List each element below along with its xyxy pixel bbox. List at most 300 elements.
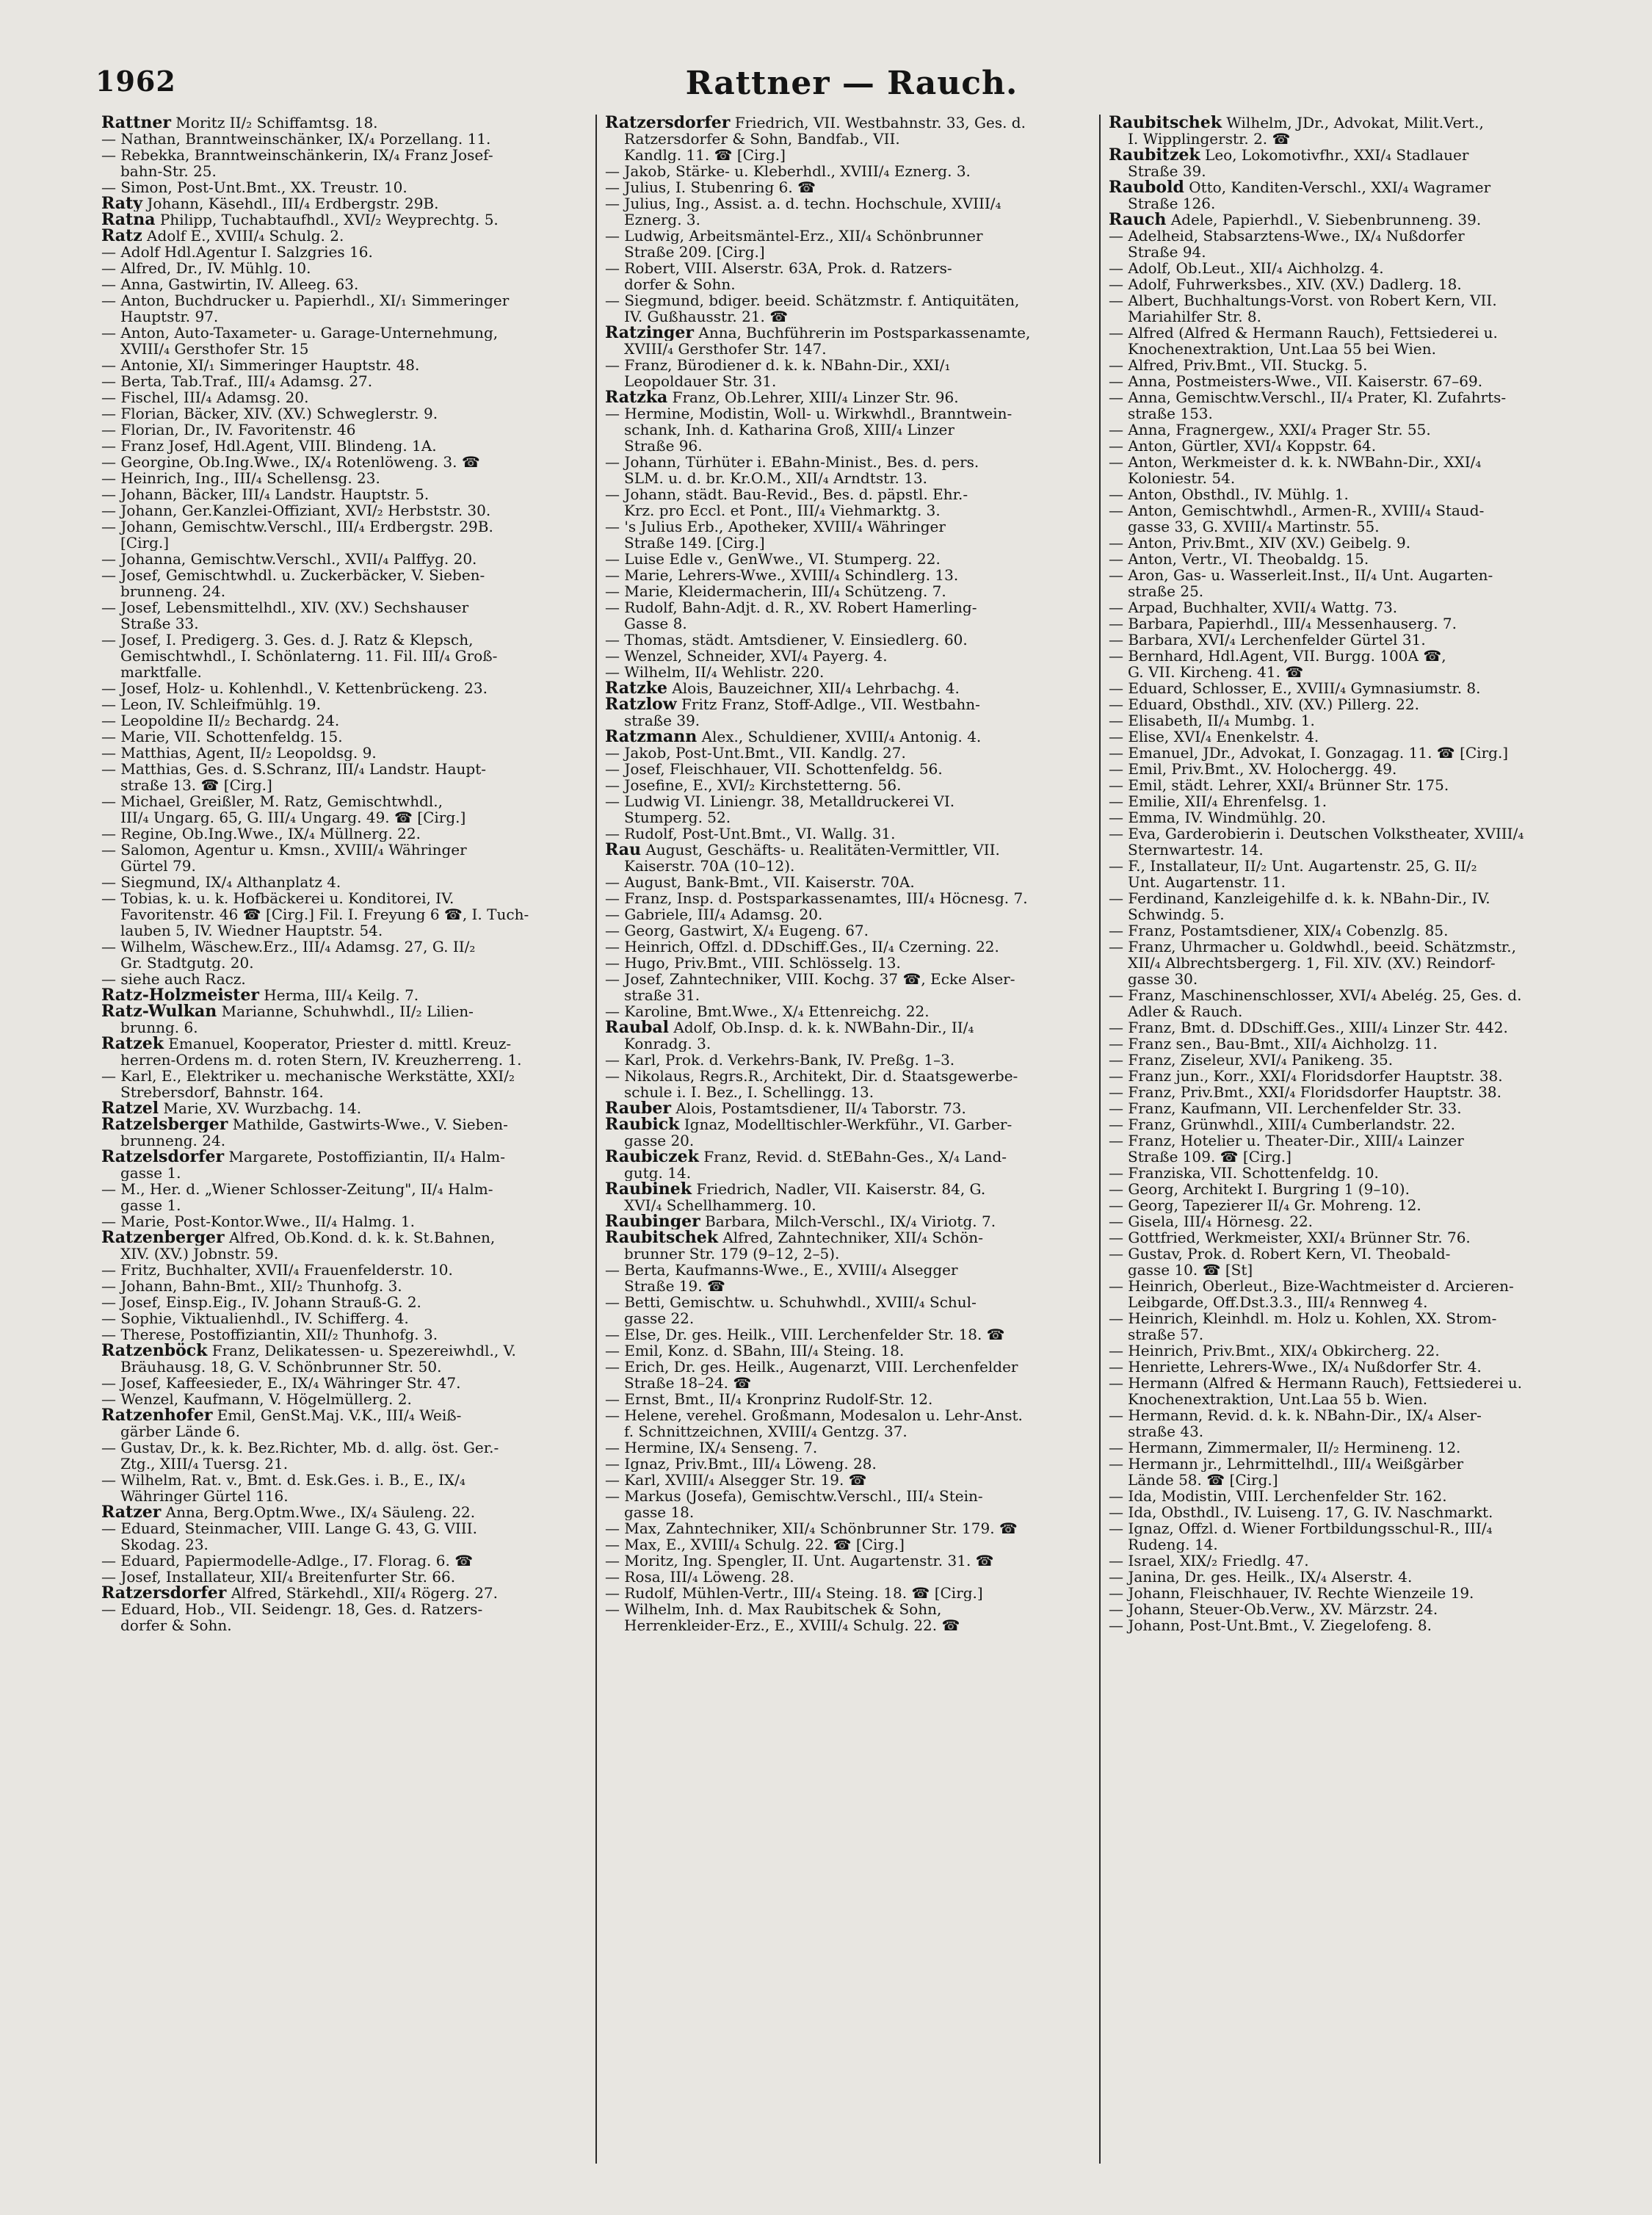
directory-entry	[1109, 809, 1614, 825]
directory-entry	[101, 1391, 586, 1407]
directory-entry	[605, 1601, 1090, 1617]
entry-surname: Rauch	[1109, 212, 1167, 228]
entry-text: brunneng. 24.	[120, 1132, 226, 1149]
directory-entry	[101, 1310, 586, 1326]
directory-entry	[605, 1003, 1090, 1019]
directory-entry	[1109, 1488, 1614, 1504]
directory-entry	[1109, 648, 1614, 664]
entry-text: — Heinrich, Kleinhdl. m. Holz u. Kohlen, XX. Strom-	[1109, 1310, 1497, 1326]
entry-text: — Johann, Ger.Kanzlei-Offiziant, XVI/₂ Herbststr. 30.	[101, 502, 491, 518]
entry-text: Straße 94.	[1128, 244, 1206, 260]
directory-entry	[1109, 1116, 1614, 1132]
directory-entry	[605, 664, 1090, 680]
directory-entry	[1109, 680, 1614, 696]
directory-entry	[1109, 1294, 1614, 1310]
entry-text: — Eva, Garderobierin i. Deutschen Volkstheater, XVIII/₄	[1109, 825, 1524, 842]
entry-text: Herrenkleider-Erz., E., XVIII/₄ Schulg. 22. ☎	[624, 1617, 960, 1633]
entry-text: f. Schnittzeichnen, XVIII/₄ Gentzg. 37.	[624, 1423, 907, 1439]
directory-entry	[605, 163, 1090, 179]
entry-text: — Matthias, Agent, II/₂ Leopoldsg. 9.	[101, 745, 377, 761]
entry-text: XVIII/₄ Gersthofer Str. 147.	[624, 341, 827, 357]
directory-entry	[101, 1197, 586, 1213]
directory-entry	[605, 1617, 1090, 1633]
entry-text: — F., Installateur, II/₂ Unt. Augartenstr. 25, G. II/₂	[1109, 858, 1477, 874]
directory-entry	[1109, 906, 1614, 922]
directory-entry	[101, 115, 586, 131]
directory-entry	[101, 1278, 586, 1294]
directory-entry	[1109, 486, 1614, 502]
directory-entry	[605, 1407, 1090, 1423]
directory-entry	[605, 615, 1090, 632]
directory-entry	[1109, 632, 1614, 648]
entry-surname: Raubitzek	[1109, 147, 1200, 163]
entry-text: — Eduard, Steinmacher, VIII. Lange G. 43, G. VIII.	[101, 1520, 477, 1536]
directory-entry	[1109, 1132, 1614, 1149]
entry-surname: Ratzersdorfer	[101, 1585, 227, 1601]
entry-text: — Anna, Gastwirtin, IV. Alleeg. 63.	[101, 276, 359, 292]
directory-entry	[1109, 955, 1614, 971]
directory-entry	[1109, 1423, 1614, 1439]
directory-entry	[101, 1003, 586, 1019]
entry-text: gutg. 14.	[624, 1165, 692, 1181]
entry-text: — Antonie, XI/₁ Simmeringer Hauptstr. 48.	[101, 357, 420, 373]
entry-text: Ratzersdorfer & Sohn, Bandfab., VII.	[624, 131, 900, 147]
directory-entry	[101, 389, 586, 405]
directory-entry	[605, 1359, 1090, 1375]
entry-text: — Hugo, Priv.Bmt., VIII. Schlösselg. 13.	[605, 955, 901, 971]
entry-text: Franz, Delikatessen- u. Spezereiwhdl., V.	[207, 1343, 516, 1359]
directory-entry	[1109, 696, 1614, 712]
directory-entry	[605, 955, 1090, 971]
entry-surname: Rauber	[605, 1100, 672, 1116]
directory-entry	[1109, 1617, 1614, 1633]
directory-entry	[101, 147, 586, 163]
directory-entry	[605, 486, 1090, 502]
entry-text: Straße 39.	[1128, 163, 1206, 179]
entry-text: — Therese, Postoffiziantin, XII/₂ Thunhofg. 3.	[101, 1326, 438, 1343]
entry-text: — Eduard, Schlosser, E., XVIII/₄ Gymnasiumstr. 8.	[1109, 680, 1481, 696]
entry-text: — Aron, Gas- u. Wasserleit.Inst., II/₄ Unt. Augarten-	[1109, 567, 1493, 583]
entry-surname: Rattner	[101, 115, 171, 131]
entry-text: marktfalle.	[120, 664, 202, 680]
entry-text: Friedrich, VII. Westbahnstr. 33, Ges. d.	[730, 115, 1026, 131]
directory-entry	[1109, 502, 1614, 518]
entry-text: — Siegmund, bdiger. beeid. Schätzmstr. f. Antiquitäten,	[605, 292, 1020, 308]
entry-text: — Rebekka, Branntweinschänkerin, IX/₄ Franz Josef-	[101, 147, 493, 163]
entry-text: — Johann, Bäcker, III/₄ Landstr. Hauptstr. 5.	[101, 486, 430, 502]
entry-text: Anna, Buchführerin im Postsparkassenamte,	[694, 325, 1031, 341]
entry-text: — Fischel, III/₄ Adamsg. 20.	[101, 389, 309, 405]
directory-entry	[605, 1229, 1090, 1246]
entry-text: herren-Ordens m. d. roten Stern, IV. Kreuzherreng. 1.	[120, 1052, 522, 1068]
entry-text: Moritz II/₂ Schiffamtsg. 18.	[170, 115, 378, 131]
directory-entry	[605, 745, 1090, 761]
entry-surname: Ratzer	[101, 1504, 162, 1520]
directory-entry	[1109, 1439, 1614, 1456]
directory-entry	[1109, 422, 1614, 438]
directory-entry	[101, 906, 586, 922]
entry-surname: Ratzenberger	[101, 1229, 225, 1246]
entry-surname: Ratzek	[101, 1036, 164, 1052]
directory-entry	[605, 1553, 1090, 1569]
entry-text: Franz, Revid. d. StEBahn-Ges., X/₄ Land-	[698, 1149, 1007, 1165]
entry-text: Adele, Papierhdl., V. Siebenbrunneng. 39.	[1166, 212, 1482, 228]
entry-text: Leo, Lokomotivfhr., XXI/₄ Stadlauer	[1200, 147, 1469, 163]
directory-entry	[101, 890, 586, 906]
entry-text: Straße 96.	[624, 438, 703, 454]
directory-entry	[101, 1601, 586, 1617]
entry-text: — Johann, Fleischhauer, IV. Rechte Wienzeile 19.	[1109, 1585, 1474, 1601]
directory-entry	[1109, 1504, 1614, 1520]
directory-entry	[1109, 147, 1614, 163]
directory-entry	[101, 1472, 586, 1488]
entry-text: — Rudolf, Post-Unt.Bmt., VI. Wallg. 31.	[605, 825, 896, 842]
entry-text: Lände 58. ☎ [Cirg.]	[1128, 1472, 1278, 1488]
entry-text: — Fritz, Buchhalter, XVII/₄ Frauenfelderstr. 10.	[101, 1262, 453, 1278]
directory-entry	[101, 1068, 586, 1084]
directory-entry	[101, 454, 586, 470]
directory-entry	[605, 793, 1090, 809]
entry-text: — Franz jun., Korr., XXI/₄ Floridsdorfer Hauptstr. 38.	[1109, 1068, 1503, 1084]
entry-text: Gasse 8.	[624, 615, 687, 632]
entry-text: — Johann, Steuer-Ob.Verw., XV. Märzstr. 24.	[1109, 1601, 1438, 1617]
directory-entry	[101, 163, 586, 179]
entry-text: — Jakob, Post-Unt.Bmt., VII. Kandlg. 27.	[605, 745, 906, 761]
entry-text: — Helene, verehel. Großmann, Modesalon u. Lehr-Anst.	[605, 1407, 1023, 1423]
entry-text: — Josef, Fleischhauer, VII. Schottenfeldg. 56.	[605, 761, 943, 777]
entry-text: Stumperg. 52.	[624, 809, 731, 825]
directory-entry	[1109, 325, 1614, 341]
entry-text: straße 13. ☎ [Cirg.]	[120, 777, 272, 793]
directory-entry	[605, 518, 1090, 535]
directory-entry	[101, 1149, 586, 1165]
directory-entry	[1109, 179, 1614, 195]
directory-entry	[1109, 438, 1614, 454]
entry-text: Fritz Franz, Stoff-Adlge., VII. Westbahn-	[676, 696, 980, 712]
directory-entry	[101, 939, 586, 955]
entry-surname: Ratzke	[605, 680, 667, 696]
entry-text: — Johann, Bahn-Bmt., XII/₂ Thunhofg. 3.	[101, 1278, 402, 1294]
directory-entry	[605, 212, 1090, 228]
directory-entry	[101, 664, 586, 680]
directory-entry	[101, 567, 586, 583]
directory-entry	[101, 761, 586, 777]
directory-entry	[605, 777, 1090, 793]
directory-entry	[1109, 341, 1614, 357]
entry-text: — Johanna, Gemischtw.Verschl., XVII/₄ Palffyg. 20.	[101, 551, 477, 567]
entry-text: — Barbara, XVI/₄ Lerchenfelder Gürtel 31.	[1109, 632, 1426, 648]
directory-entry	[1109, 373, 1614, 389]
directory-entry	[1109, 1456, 1614, 1472]
directory-entry	[1109, 987, 1614, 1003]
directory-entry	[1109, 163, 1614, 179]
directory-entry	[605, 1149, 1090, 1165]
directory-entry	[605, 422, 1090, 438]
entry-text: — Eduard, Hob., VII. Seidengr. 18, Ges. d. Ratzers-	[101, 1601, 483, 1617]
directory-entry	[101, 1585, 586, 1601]
entry-surname: Ratzersdorfer	[605, 115, 731, 131]
directory-entry	[605, 1569, 1090, 1585]
directory-entry	[605, 890, 1090, 906]
entry-text: — Ludwig, Arbeitsmäntel-Erz., XII/₄ Schönbrunner	[605, 228, 983, 244]
directory-entry	[101, 712, 586, 729]
entry-text: — Else, Dr. ges. Heilk., VIII. Lerchenfelder Str. 18. ☎	[605, 1326, 1005, 1343]
entry-text: Unt. Augartenstr. 11.	[1128, 874, 1286, 890]
directory-entry	[1109, 922, 1614, 939]
directory-entry	[1109, 1149, 1614, 1165]
directory-entry	[1109, 1310, 1614, 1326]
directory-entry	[605, 696, 1090, 712]
directory-entry	[1109, 1246, 1614, 1262]
directory-entry	[101, 535, 586, 551]
entry-text: — Gustav, Prok. d. Robert Kern, VI. Theobald-	[1109, 1246, 1451, 1262]
directory-entry	[1109, 712, 1614, 729]
entry-text: Alex., Schuldiener, XVIII/₄ Antonig. 4.	[697, 729, 982, 745]
entry-text: Emil, GenSt.Maj. V.K., III/₄ Weiß-	[212, 1407, 462, 1423]
entry-surname: Raty	[101, 195, 142, 212]
directory-entry	[605, 809, 1090, 825]
entry-text: Leopoldauer Str. 31.	[624, 373, 777, 389]
entry-text: — Janina, Dr. ges. Heilk., IX/₄ Alserstr. 4.	[1109, 1569, 1413, 1585]
entry-text: — Luise Edle v., GenWwe., VI. Stumperg. 22.	[605, 551, 941, 567]
directory-entry	[605, 535, 1090, 551]
directory-entry	[101, 1326, 586, 1343]
entry-text: — Ida, Obsthdl., IV. Luiseng. 17, G. IV. Naschmarkt.	[1109, 1504, 1493, 1520]
entry-text: gasse 20.	[624, 1132, 695, 1149]
entry-text: Leibgarde, Off.Dst.3.3., III/₄ Rennweg 4.	[1128, 1294, 1428, 1310]
directory-entry	[605, 971, 1090, 987]
directory-entry	[101, 615, 586, 632]
directory-entry	[1109, 228, 1614, 244]
entry-text: — Anton, Obsthdl., IV. Mühlg. 1.	[1109, 486, 1349, 502]
entry-text: — Adelheid, Stabsarztens-Wwe., IX/₄ Nußdorfer	[1109, 228, 1465, 244]
entry-text: — Adolf, Ob.Leut., XII/₄ Aichholzg. 4.	[1109, 260, 1384, 276]
directory-entry	[1109, 1036, 1614, 1052]
directory-entry	[101, 195, 586, 212]
entry-text: Alfred, Ob.Kond. d. k. k. St.Bahnen,	[224, 1229, 496, 1246]
directory-entry	[1109, 131, 1614, 147]
entry-text: Schwindg. 5.	[1128, 906, 1225, 922]
directory-entry	[1109, 1375, 1614, 1391]
entry-text: — Franz, Bmt. d. DDschiff.Ges., XIII/₄ Linzer Str. 442.	[1109, 1019, 1508, 1036]
directory-entry	[605, 939, 1090, 955]
directory-entry	[605, 1504, 1090, 1520]
entry-text: gärber Lände 6.	[120, 1423, 241, 1439]
entry-text: — Anton, Auto-Taxameter- u. Garage-Unternehmung,	[101, 325, 499, 341]
entry-text: — Anna, Gemischtw.Verschl., II/₄ Prater, Kl. Zufahrts-	[1109, 389, 1507, 405]
entry-text: IV. Gußhausstr. 21. ☎	[624, 308, 789, 325]
column-2	[605, 115, 1090, 2171]
entry-text: — Johann, Gemischtw.Verschl., III/₄ Erdbergstr. 29B.	[101, 518, 493, 535]
entry-text: — Johann, Türhüter i. EBahn-Minist., Bes. d. pers.	[605, 454, 979, 470]
directory-entry	[1109, 535, 1614, 551]
directory-entry	[1109, 745, 1614, 761]
entry-text: Gemischtwhdl., I. Schönlaterng. 11. Fil. III/₄ Groß-	[120, 648, 498, 664]
entry-surname: Raubitschek	[605, 1229, 718, 1246]
entry-text: Alfred, Zahntechniker, XII/₄ Schön-	[717, 1229, 983, 1246]
entry-text: straße 31.	[624, 987, 700, 1003]
entry-text: — Salomon, Agentur u. Kmsn., XVIII/₄ Währinger	[101, 842, 467, 858]
entry-text: — Matthias, Ges. d. S.Schranz, III/₄ Landstr. Haupt-	[101, 761, 486, 777]
directory-entry	[1109, 1084, 1614, 1100]
directory-entry	[1109, 1068, 1614, 1084]
entry-text: — Franz, Ziseleur, XVI/₄ Panikeng. 35.	[1109, 1052, 1394, 1068]
directory-entry	[1109, 664, 1614, 680]
entry-text: gasse 10. ☎ [St]	[1128, 1262, 1253, 1278]
entry-text: — Hermine, Modistin, Woll- u. Wirkwhdl., Branntwein-	[605, 405, 1012, 422]
entry-text: — Anton, Gürtler, XVI/₄ Koppstr. 64.	[1109, 438, 1377, 454]
entry-text: brunng. 6.	[120, 1019, 198, 1036]
entry-text: — Barbara, Papierhdl., III/₄ Messenhauserg. 7.	[1109, 615, 1457, 632]
directory-entry	[101, 276, 586, 292]
entry-surname: Ratna	[101, 212, 156, 228]
directory-entry	[1109, 1100, 1614, 1116]
entry-text: — Julius, I. Stubenring 6. ☎	[605, 179, 816, 195]
entry-text: — 's Julius Erb., Apotheker, XVIII/₄ Währinger	[605, 518, 946, 535]
entry-text: — Ferdinand, Kanzleigehilfe d. k. k. NBahn-Dir., IV.	[1109, 890, 1490, 906]
entry-text: — Hermine, IX/₄ Senseng. 7.	[605, 1439, 818, 1456]
entry-text: — Anna, Postmeisters-Wwe., VII. Kaiserstr. 67–69.	[1109, 373, 1483, 389]
entry-text: Herma, III/₄ Keilg. 7.	[258, 987, 419, 1003]
entry-surname: Ratzel	[101, 1100, 159, 1116]
entry-text: Mariahilfer Str. 8.	[1128, 308, 1262, 325]
entry-text: — Rosa, III/₄ Löweng. 28.	[605, 1569, 794, 1585]
directory-entry	[101, 1617, 586, 1633]
entry-text: — Julius, Ing., Assist. a. d. techn. Hochschule, XVIII/₄	[605, 195, 1001, 212]
directory-entry	[101, 373, 586, 389]
directory-entry	[605, 260, 1090, 276]
directory-entry	[1109, 1019, 1614, 1036]
directory-entry	[101, 922, 586, 939]
directory-entry	[605, 1375, 1090, 1391]
entry-text: — Georg, Architekt I. Burgring 1 (9–10).	[1109, 1181, 1410, 1197]
directory-entry	[1109, 470, 1614, 486]
entry-text: — Max, E., XVIII/₄ Schulg. 22. ☎ [Cirg.]	[605, 1536, 905, 1553]
entry-text: straße 39.	[624, 712, 700, 729]
directory-entry	[1109, 389, 1614, 405]
entry-text: — Florian, Bäcker, XIV. (XV.) Schweglerstr. 9.	[101, 405, 438, 422]
directory-entry	[101, 131, 586, 147]
entry-text: — Karl, XVIII/₄ Alsegger Str. 19. ☎	[605, 1472, 867, 1488]
directory-entry	[101, 1213, 586, 1229]
entry-text: Johann, Käsehdl., III/₄ Erdbergstr. 29B.	[142, 195, 439, 212]
entry-text: Alfred, Stärkehdl., XII/₄ Rögerg. 27.	[226, 1585, 498, 1601]
directory-entry	[1109, 1278, 1614, 1294]
entry-text: — Franz, Grünwhdl., XIII/₄ Cumberlandstr. 22.	[1109, 1116, 1456, 1132]
entry-text: Strebersdorf, Bahnstr. 164.	[120, 1084, 324, 1100]
directory-entry	[101, 244, 586, 260]
entry-text: — Moritz, Ing. Spengler, II. Unt. Augartenstr. 31. ☎	[605, 1553, 994, 1569]
entry-text: — Israel, XIX/₂ Friedlg. 47.	[1109, 1553, 1309, 1569]
directory-entry	[605, 244, 1090, 260]
entry-text: — Eduard, Papiermodelle-Adlge., I7. Florag. 6. ☎	[101, 1553, 474, 1569]
entry-surname: Raubold	[1109, 179, 1184, 195]
directory-entry	[101, 1036, 586, 1052]
entry-text: — Marie, Lehrers-Wwe., XVIII/₄ Schindlerg. 13.	[605, 567, 959, 583]
directory-entry	[605, 1391, 1090, 1407]
entry-text: — Florian, Dr., IV. Favoritenstr. 46	[101, 422, 356, 438]
entry-text: — Adolf, Fuhrwerksbes., XIV. (XV.) Dadlerg. 18.	[1109, 276, 1462, 292]
entry-text: — Markus (Josefa), Gemischtw.Verschl., III/₄ Stein-	[605, 1488, 983, 1504]
entry-text: — Josef, Gemischtwhdl. u. Zuckerbäcker, V. Sieben-	[101, 567, 485, 583]
directory-entry	[101, 1553, 586, 1569]
directory-entry	[605, 1246, 1090, 1262]
directory-entry	[1109, 1601, 1614, 1617]
entry-text: — Georgine, Ob.Ing.Wwe., IX/₄ Rotenlöweng. 3. ☎	[101, 454, 480, 470]
entry-text: Gr. Stadtgutg. 20.	[120, 955, 254, 971]
entry-text: — August, Bank-Bmt., VII. Kaiserstr. 70A.	[605, 874, 915, 890]
entry-text: — Franziska, VII. Schottenfeldg. 10.	[1109, 1165, 1379, 1181]
entry-text: — Leopoldine II/₂ Bechardg. 24.	[101, 712, 340, 729]
directory-entry	[1109, 1326, 1614, 1343]
directory-entry	[1109, 1359, 1614, 1375]
entry-text: — Anna, Fragnergew., XXI/₄ Prager Str. 55.	[1109, 422, 1431, 438]
entry-text: Skodag. 23.	[120, 1536, 209, 1553]
entry-text: Marianne, Schuhwhdl., II/₂ Lilien-	[217, 1003, 474, 1019]
directory-entry	[101, 987, 586, 1003]
entry-text: — Josef, I. Predigerg. 3. Ges. d. J. Ratz & Klepsch,	[101, 632, 474, 648]
entry-text: brunneng. 24.	[120, 583, 226, 599]
directory-entry	[101, 1294, 586, 1310]
entry-text: — Josefine, E., XVI/₂ Kirchstetterng. 56.	[605, 777, 902, 793]
directory-entry	[1109, 761, 1614, 777]
entry-text: — Marie, Kleidermacherin, III/₄ Schützeng. 7.	[605, 583, 946, 599]
directory-entry	[605, 1165, 1090, 1181]
entry-text: — Siegmund, IX/₄ Althanplatz 4.	[101, 874, 341, 890]
entry-text: Margarete, Postoffiziantin, II/₄ Halm-	[224, 1149, 505, 1165]
entry-text: Alois, Postamtsdiener, II/₄ Taborstr. 73.	[671, 1100, 966, 1116]
entry-text: — Franz, Insp. d. Postsparkassenamtes, III/₄ Höcnesg. 7.	[605, 890, 1028, 906]
entry-text: Philipp, Tuchabtaufhdl., XVI/₂ Weyprechtg. 5.	[155, 212, 499, 228]
entry-text: — Simon, Post-Unt.Bmt., XX. Treustr. 10.	[101, 179, 407, 195]
directory-entry	[605, 648, 1090, 664]
entry-text: straße 57.	[1128, 1326, 1204, 1343]
entry-text: — Josef, Einsp.Eig., IV. Johann Strauß-G. 2.	[101, 1294, 421, 1310]
directory-entry	[1109, 292, 1614, 308]
entry-text: — Franz, Priv.Bmt., XXI/₄ Floridsdorfer Hauptstr. 38.	[1109, 1084, 1501, 1100]
entry-text: Adler & Rauch.	[1128, 1003, 1243, 1019]
directory-entry	[605, 1052, 1090, 1068]
directory-entry	[101, 1084, 586, 1100]
directory-entry	[605, 292, 1090, 308]
entry-surname: Raubick	[605, 1116, 680, 1132]
directory-entry	[1109, 1343, 1614, 1359]
directory-entry	[101, 357, 586, 373]
entry-text: Marie, XV. Wurzbachg. 14.	[159, 1100, 362, 1116]
entry-text: — Wilhelm, Rat. v., Bmt. d. Esk.Ges. i. B., E., IX/₄	[101, 1472, 465, 1488]
directory-entry	[605, 1084, 1090, 1100]
entry-text: Knochenextraktion, Unt.Laa 55 bei Wien.	[1128, 341, 1436, 357]
entry-surname: Rau	[605, 842, 642, 858]
entry-text: — Wilhelm, Inh. d. Max Raubitschek & Sohn,	[605, 1601, 942, 1617]
entry-text: Bräuhausg. 18, G. V. Schönbrunner Str. 50.	[120, 1359, 442, 1375]
entry-surname: Ratzinger	[605, 325, 695, 341]
directory-entry	[101, 470, 586, 486]
directory-entry	[101, 680, 586, 696]
entry-text: Otto, Kanditen-Verschl., XXI/₄ Wagramer	[1184, 179, 1491, 195]
directory-entry	[101, 825, 586, 842]
entry-text: — Alfred, Priv.Bmt., VII. Stuckg. 5.	[1109, 357, 1368, 373]
entry-text: — Ida, Modistin, VIII. Lerchenfelder Str. 162.	[1109, 1488, 1447, 1504]
entry-text: — Hermann jr., Lehrmittelhdl., III/₄ Weißgärber	[1109, 1456, 1464, 1472]
directory-entry	[605, 1132, 1090, 1149]
directory-entry	[101, 1100, 586, 1116]
entry-text: — Eduard, Obsthdl., XIV. (XV.) Pillerg. 22.	[1109, 696, 1419, 712]
entry-text: Währinger Gürtel 116.	[120, 1488, 289, 1504]
directory-entry	[605, 1488, 1090, 1504]
directory-entry	[605, 632, 1090, 648]
directory-entry	[1109, 115, 1614, 131]
